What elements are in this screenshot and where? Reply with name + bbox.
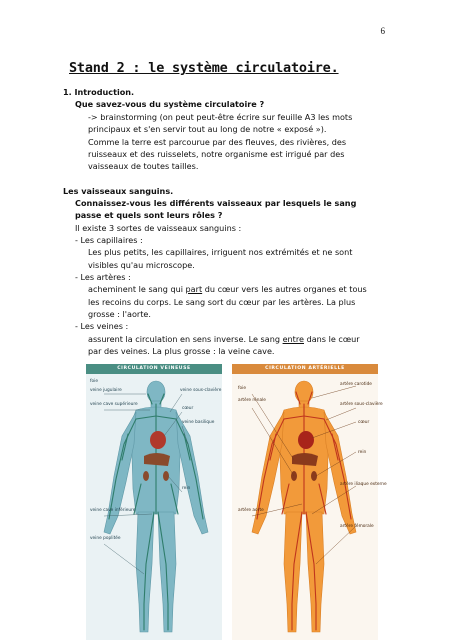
label-coeur: cœur [182, 406, 194, 411]
page-title: Stand 2 : le système circulatoire. [69, 60, 339, 76]
paragraph-line: Les plus petits, les capillaires, irriguent nos extrémités et ne sont [88, 247, 353, 257]
capillaries-title: - Les capillaires : [75, 235, 143, 245]
section-heading-introduction: 1. Introduction. [63, 87, 135, 97]
paragraph-line [88, 283, 367, 295]
paragraph-line: visibles qu'au microscope. [88, 260, 195, 270]
label-veine-cave-inferieure: veine cave inférieure [90, 508, 136, 513]
label-artere-sous-claviere: artère sous-clavière [340, 402, 383, 407]
arterial-circulation-panel [232, 364, 387, 640]
section-heading-vessels: Les vaisseaux sanguins. [63, 186, 174, 196]
paragraph-line: Comme la terre est parcourue par des fleuves, des rivières, des [88, 137, 347, 147]
vessels-question: Connaissez-vous les différents vaisseaux par lesquels le sang [75, 198, 357, 208]
paragraph-line: par des veines. La plus grosse : la veine cave. [88, 346, 275, 356]
paragraph-line: ruisseaux et des ruisselets, notre organisme est irrigué par des [88, 149, 345, 159]
label-artere-renale: artère rénale [238, 398, 266, 403]
text-span: dans le cœur [304, 334, 360, 344]
label-rein: rein [182, 486, 191, 491]
underlined-word-entre: entre [282, 334, 304, 344]
label-veine-poplitee: veine poplitée [90, 536, 121, 541]
label-foie: foie [90, 379, 98, 384]
arterial-panel-header: CIRCULATION ARTÉRIELLE [232, 364, 378, 374]
page-number: 6 [380, 26, 385, 36]
veins-title: - Les veines : [75, 321, 129, 331]
paragraph-line: vaisseaux de toutes tailles. [88, 161, 199, 171]
underlined-word-part: part [185, 284, 203, 294]
arteries-title: - Les artères : [75, 272, 131, 282]
venous-circulation-panel [86, 364, 222, 640]
label-artere-femorale: artère fémorale [340, 524, 374, 529]
label-rein: rein [358, 450, 367, 455]
text-span: assurent la circulation en sens inverse. Le sang [88, 334, 283, 344]
vessels-intro: Il existe 3 sortes de vaisseaux sanguins : [75, 223, 242, 233]
paragraph-line [88, 333, 360, 345]
paragraph-line: -> brainstorming (on peut peut-être écrire sur feuille A3 les mots [88, 112, 353, 122]
label-artere-aorte: artère aorte [238, 508, 264, 513]
circulation-figure [86, 364, 387, 640]
intro-question: Que savez-vous du système circulatoire ? [75, 99, 265, 109]
label-artere-iliaque-externe: artère iliaque externe [340, 482, 387, 487]
vessels-question: passe et quels sont leurs rôles ? [75, 210, 223, 220]
paragraph-line: grosse : l'aorte. [88, 309, 151, 319]
label-foie: foie [238, 386, 246, 391]
paragraph-line: les recoins du corps. Le sang sort du cœur par les artères. La plus [88, 297, 356, 307]
label-veine-sous-claviere: veine sous-clavière [180, 388, 222, 393]
label-veine-cave-superieure: veine cave supérieure [90, 402, 138, 407]
label-artere-carotide: artère carotide [340, 382, 372, 387]
text-span: acheminent le sang qui [88, 284, 186, 294]
label-veine-basilique: veine basilique [182, 420, 215, 425]
text-span: du cœur vers les autres organes et tous [202, 284, 367, 294]
label-veine-jugulaire: veine jugulaire [90, 388, 122, 393]
label-coeur: cœur [358, 420, 370, 425]
paragraph-line: principaux et s'en servir tout au long de notre « exposé »). [88, 124, 327, 134]
venous-panel-header: CIRCULATION VEINEUSE [86, 364, 222, 374]
